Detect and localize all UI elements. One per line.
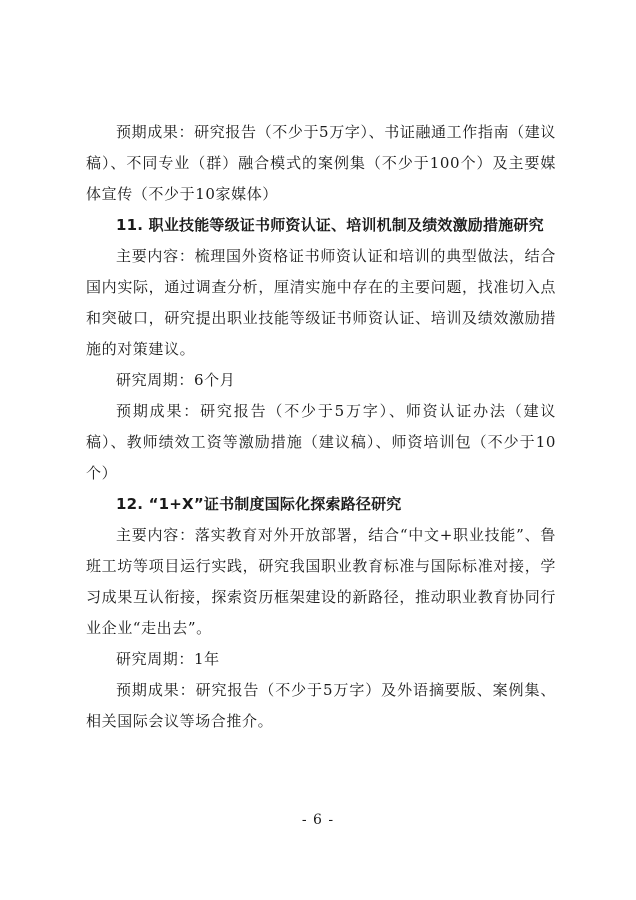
- section11-content: [86, 241, 556, 365]
- section12-period: [86, 644, 556, 675]
- page-number: - 6 -: [301, 812, 335, 828]
- content-text: 落实教育对外开放部署，结合“中文+职业技能”、鲁班工坊等项目运行实践，研究我国职业教育标准与国际标准对接，学习成果互认衔接，探索资历框架建设的新路径，推动职业教育协同行业企业“走出去”。: [86, 526, 556, 637]
- period-text: 1年: [194, 650, 220, 668]
- section12-content: [86, 520, 556, 644]
- outcomes-label: 预期成果：: [116, 402, 201, 420]
- content-label: 主要内容：: [116, 526, 195, 544]
- section11-outcomes: [86, 396, 556, 489]
- section11-period: [86, 365, 556, 396]
- section12-heading: 12. “1+X”证书制度国际化探索路径研究: [116, 495, 402, 513]
- section12-outcomes: [86, 675, 556, 737]
- content-text: 梳理国外资格证书师资认证和培训的典型做法，结合国内实际，通过调查分析，厘清实施中存在的主要问题，找准切入点和突破口，研究提出职业技能等级证书师资认证、培训及绩效激励措施的对策建议。: [86, 247, 556, 358]
- outcomes-label: 预期成果：: [116, 123, 195, 141]
- outcomes-text: 研究报告（不少于5万字）、师资认证办法（建议稿）、教师绩效工资等激励措施（建议稿）、师资培训包（不少于10个）: [86, 402, 556, 482]
- outcomes-text: 研究报告（不少于5万字）、书证融通工作指南（建议稿）、不同专业（群）融合模式的案例集（不少于100个）及主要媒体宣传（不少于10家媒体）: [86, 123, 556, 203]
- period-label: 研究周期：: [116, 650, 195, 668]
- document-body: [86, 117, 556, 737]
- outcomes-label: 预期成果：: [116, 681, 196, 699]
- period-label: 研究周期：: [116, 371, 195, 389]
- content-label: 主要内容：: [116, 247, 195, 265]
- period-text: 6个月: [194, 371, 236, 389]
- outcomes-text: 研究报告（不少于5万字）及外语摘要版、案例集、相关国际会议等场合推介。: [86, 681, 556, 730]
- section11-heading: 11. 职业技能等级证书师资认证、培训机制及绩效激励措施研究: [116, 216, 544, 234]
- section10-outcomes: [86, 117, 556, 210]
